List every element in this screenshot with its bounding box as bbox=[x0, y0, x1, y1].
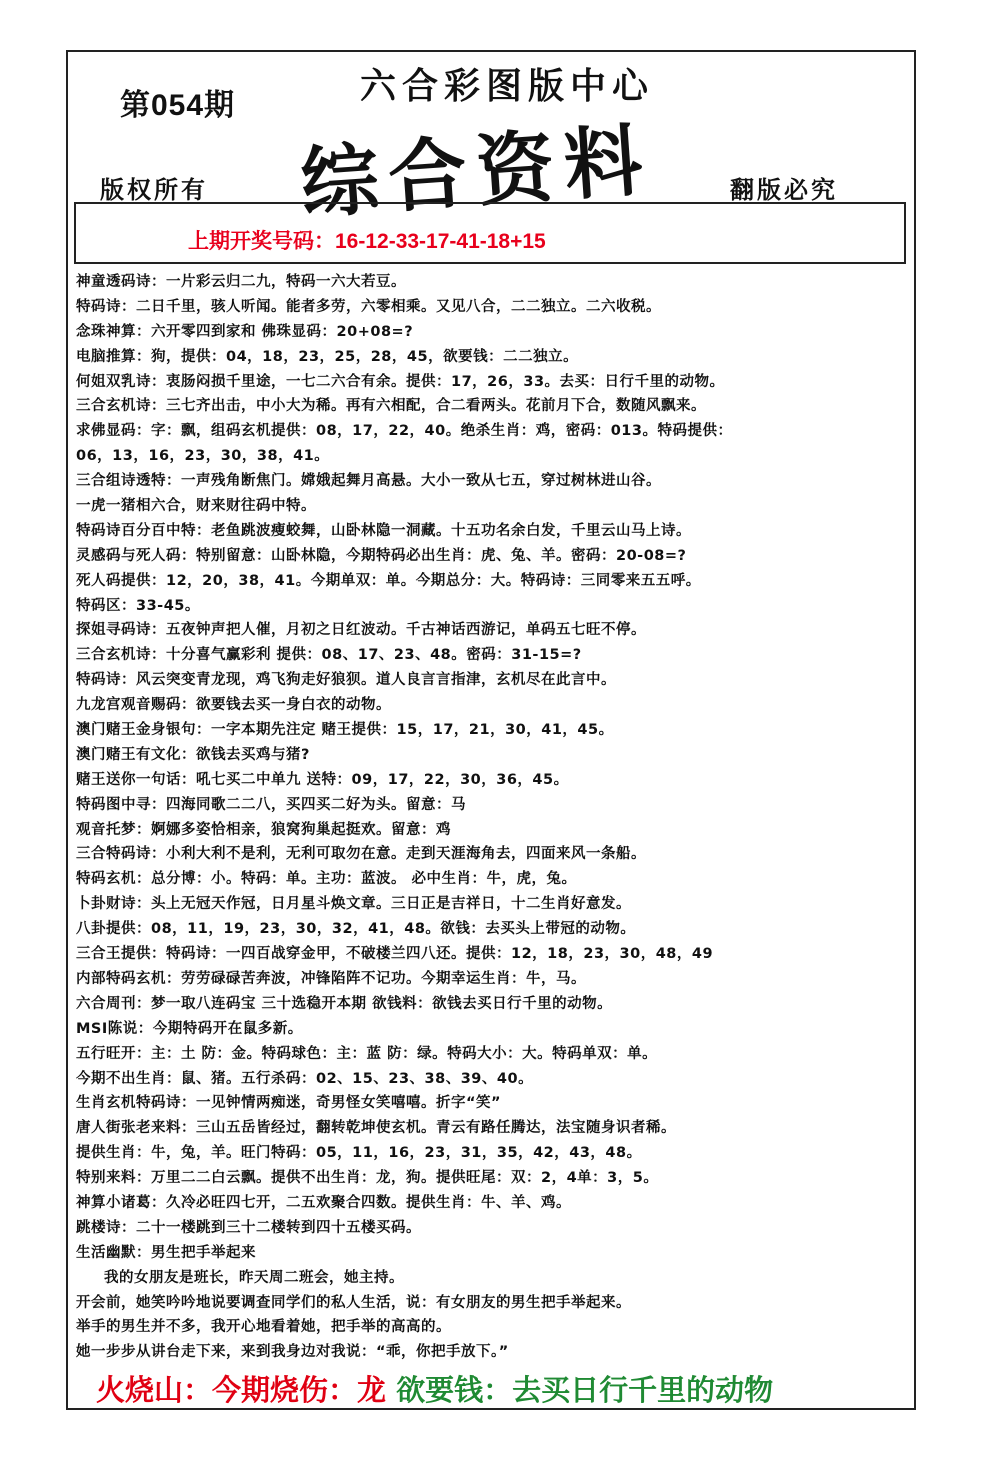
content-line: 特别来料：万里二二白云飘。提供不出生肖：龙，狗。提供旺尾：双：2，4单：3，5。 bbox=[76, 1170, 659, 1187]
content-line: 求佛显码：字：飘，组码玄机提供：08，17，22，40。绝杀生肖：鸡，密码：013。特码提供： bbox=[76, 423, 733, 440]
content-line: 观音托梦：婀娜多姿恰相亲，狼窝狗巢起挺欢。留意：鸡 bbox=[76, 821, 451, 838]
content-line: 灵感码与死人码：特别留意：山卧林隐，今期特码必出生肖：虎、兔、羊。密码：20-08=? bbox=[76, 547, 687, 564]
content-line: 三合玄机诗：三七齐出击，中小大为稀。再有六相配，合二看两头。花前月下合，数随风飘来。 bbox=[76, 398, 706, 415]
content-line: 三合组诗透特：一声残角断焦门。嫦娥起舞月高悬。大小一致从七五，穿过树林进山谷。 bbox=[76, 473, 661, 490]
content-line: 神童透码诗：一片彩云归二九，特码一六大若豆。 bbox=[76, 274, 406, 290]
content-line: 赌王送你一句话：吼七买二中单九 送特：09，17，22，30，36，45。 bbox=[76, 771, 569, 788]
content-line: 三合特码诗：小利大利不是利，无利可取勿在意。走到天涯海角去，四面来风一条船。 bbox=[76, 846, 646, 863]
content-line: 特码区：33-45。 bbox=[76, 597, 200, 614]
issue-number: 第054期 bbox=[120, 89, 236, 122]
content-line: 澳门赌王金身银句：一字本期先注定 赌王提供：15，17，21，30，41，45。 bbox=[76, 722, 614, 739]
footer-money-tip: 欲要钱：去买日行千里的动物 bbox=[396, 1373, 774, 1407]
content-line: 三合玄机诗：十分喜气赢彩利 提供：08、17、23、48。密码：31-15=? bbox=[76, 647, 582, 664]
content-line: 九龙宫观音赐码：欲要钱去买一身白衣的动物。 bbox=[76, 697, 391, 714]
content-line: 六合周刊：梦一取八连码宝 三十选稳开本期 欲钱料：欲钱去买日行千里的动物。 bbox=[76, 995, 613, 1012]
content-line: 探姐寻码诗：五夜钟声把人催，月初之日红波动。千古神话西游记，单码五七旺不停。 bbox=[76, 622, 646, 639]
copyright-right: 翻版必究 bbox=[730, 175, 838, 204]
content-line: 电脑推算：狗，提供：04，18，23，25，28，45，欲要钱：二二独立。 bbox=[76, 348, 579, 365]
footer-fire-mountain: 火烧山：今期烧伤：龙 bbox=[96, 1373, 387, 1407]
content-line: 特码诗百分百中特：老鱼跳波瘦蛟舞，山卧林隐一洞藏。十五功名余白发，千里云山马上诗。 bbox=[76, 522, 691, 539]
content-line: 死人码提供：12，20，38，41。今期单双：单。今期总分：大。特码诗：三同零来五五呼。 bbox=[76, 572, 701, 589]
content-line: 澳门赌王有文化：欲钱去买鸡与猪? bbox=[76, 746, 310, 763]
content-line: 开会前，她笑吟吟地说要调查同学们的私人生活，说：有女朋友的男生把手举起来。 bbox=[76, 1294, 631, 1311]
content-line: 八卦提供：08，11，19，23，30，32，41，48。欲钱：去买头上带冠的动物。 bbox=[76, 921, 636, 938]
content-line: 特码玄机：总分博：小。特码：单。主功：蓝波。 必中生肖：牛，虎，兔。 bbox=[76, 871, 577, 888]
content-line: 特码诗：二日千里，骇人听闻。能者多劳，六零相乘。又见八合，二二独立。二六收税。 bbox=[76, 298, 661, 315]
content-line: 生活幽默：男生把手举起来 bbox=[76, 1244, 256, 1261]
content-line: 神算小诸葛：久冷必旺四七开，二五欢聚合四数。提供生肖：牛、羊、鸡。 bbox=[76, 1194, 571, 1211]
content-line: 唐人街张老来料：三山五岳皆经过，翻转乾坤使玄机。青云有路任腾达，法宝随身识者稀。 bbox=[76, 1120, 676, 1137]
content-line: 一虎一猪相六合，财来财往码中特。 bbox=[76, 498, 316, 515]
content-line: 特码图中寻：四海同歌二二八，买四买二好为头。留意：马 bbox=[76, 796, 466, 813]
content-line: 提供生肖：牛，兔，羊。旺门特码：05，11，16，23，31，35，42，43，48。 bbox=[76, 1145, 642, 1162]
content-line: 06，13，16，23，30，38，41。 bbox=[76, 448, 330, 465]
content-line: 念珠神算：六开零四到家和 佛珠显码：20+08=? bbox=[76, 323, 414, 340]
last-result-text: 上期开奖号码：16-12-33-17-41-18+15 bbox=[188, 230, 546, 253]
content-line: 举手的男生并不多，我开心地看着她，把手举的高高的。 bbox=[76, 1319, 451, 1336]
content-line: 卜卦财诗：头上无冠天作冠，日月星斗焕文章。三日正是吉祥日，十二生肖好意发。 bbox=[76, 896, 631, 913]
content-line: 她一步步从讲台走下来，来到我身边对我说：“乖，你把手放下。” bbox=[76, 1344, 509, 1361]
content-line: MSI陈说：今期特码开在鼠多新。 bbox=[76, 1020, 303, 1037]
content-line: 生肖玄机特码诗：一见钟情两痴迷，奇男怪女笑嘻嘻。折字“笑” bbox=[76, 1095, 502, 1112]
main-title: 综合资料 bbox=[297, 114, 656, 231]
copyright-left: 版权所有 bbox=[100, 175, 208, 204]
content-line: 五行旺开：主：土 防：金。特码球色：主：蓝 防：绿。特码大小：大。特码单双：单。 bbox=[76, 1045, 658, 1062]
content-line: 跳楼诗：二十一楼跳到三十二楼转到四十五楼买码。 bbox=[76, 1219, 421, 1236]
center-title: 六合彩图版中心 bbox=[360, 65, 655, 107]
content-line: 特码诗：风云突变青龙现，鸡飞狗走好狼狈。道人良言言指津，玄机尽在此言中。 bbox=[76, 672, 616, 689]
content-lines bbox=[76, 270, 908, 1365]
content-line: 内部特码玄机：劳劳碌碌苦奔波，冲锋陷阵不记功。今期幸运生肖：牛，马。 bbox=[76, 970, 586, 987]
content-line: 三合王提供：特码诗：一四百战穿金甲，不破楼兰四八还。提供：12，18，23，30，48，49 bbox=[76, 946, 714, 963]
content-line: 今期不出生肖：鼠、猪。五行杀码：02、15、23、38、39、40。 bbox=[76, 1070, 534, 1087]
footer-banner bbox=[96, 1368, 773, 1409]
content-line: 我的女朋友是班长，昨天周二班会，她主持。 bbox=[104, 1269, 404, 1286]
content-line: 何姐双乳诗：衷肠闷损千里途，一七二六合有余。提供：17，26，33。去买：日行千里的动物。 bbox=[76, 373, 725, 390]
